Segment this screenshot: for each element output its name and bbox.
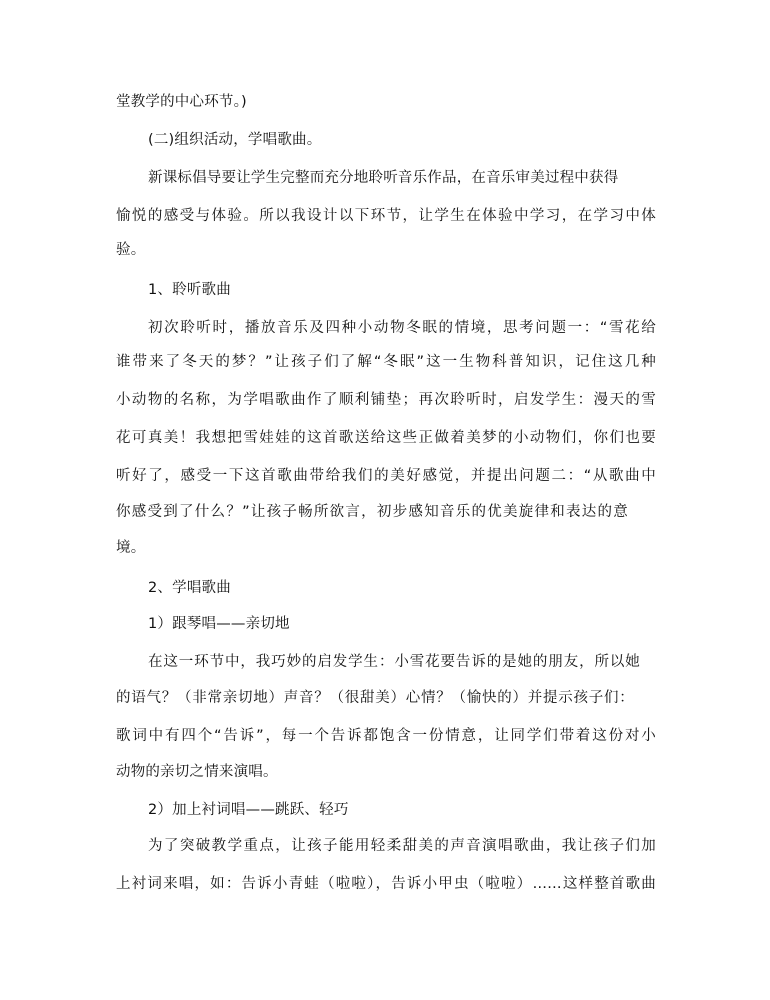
text-line: 境。 — [116, 540, 146, 556]
text-line: 在这一环节中，我巧妙的启发学生：小雪花要告诉的是她的朋友，所以她 — [148, 654, 640, 670]
text-line: 的语气？（非常亲切地）声音？（很甜美）心情？（愉快的）并提示孩子们： — [116, 690, 634, 706]
text-line: 谁带来了冬天的梦？”让孩子们了解“冬眠”这一生物科普知识，记住这几种 — [116, 354, 656, 370]
text-line: 你感受到了什么？”让孩子畅所欲言，初步感知音乐的优美旋律和表达的意 — [116, 504, 628, 520]
text-line: 花可真美！我想把雪娃娃的这首歌送给这些正做着美梦的小动物们，你们也要 — [116, 430, 656, 446]
text-line: 上衬词来唱，如：告诉小青蛙（啦啦），告诉小甲虫（啦啦）……这样整首歌曲 — [116, 876, 656, 892]
text-line: 为了突破教学重点，让孩子能用轻柔甜美的声音演唱歌曲，我让孩子们加 — [148, 838, 656, 854]
subsection-heading: 2、学唱歌曲 — [148, 580, 231, 596]
subsection-heading: 1）跟琴唱——亲切地 — [148, 616, 290, 632]
text-line: 新课标倡导要让学生完整而充分地聆听音乐作品，在音乐审美过程中获得 — [148, 170, 619, 186]
text-line: 动物的亲切之情来演唱。 — [116, 764, 278, 780]
text-line: 小动物的名称，为学唱歌曲作了顺利铺垫；再次聆听时，启发学生：漫天的雪 — [116, 392, 656, 408]
text-line: 验。 — [116, 242, 146, 258]
subsection-heading: 1、聆听歌曲 — [148, 282, 231, 298]
text-line: 初次聆听时，播放音乐及四种小动物冬眠的情境，思考问题一：“雪花给 — [148, 320, 656, 336]
text-line: 愉悦的感受与体验。所以我设计以下环节，让学生在体验中学习，在学习中体 — [116, 208, 656, 224]
text-line: 堂教学的中心环节。) — [116, 94, 247, 110]
text-line: 歌词中有四个“告诉”，每一个告诉都饱含一份情意，让同学们带着这份对小 — [116, 728, 656, 744]
text-line: 听好了，感受一下这首歌曲带给我们的美好感觉，并提出问题二：“从歌曲中 — [116, 468, 656, 484]
subsection-heading: 2）加上衬词唱——跳跃、轻巧 — [148, 802, 349, 818]
section-heading: (二)组织活动，学唱歌曲。 — [148, 132, 322, 148]
